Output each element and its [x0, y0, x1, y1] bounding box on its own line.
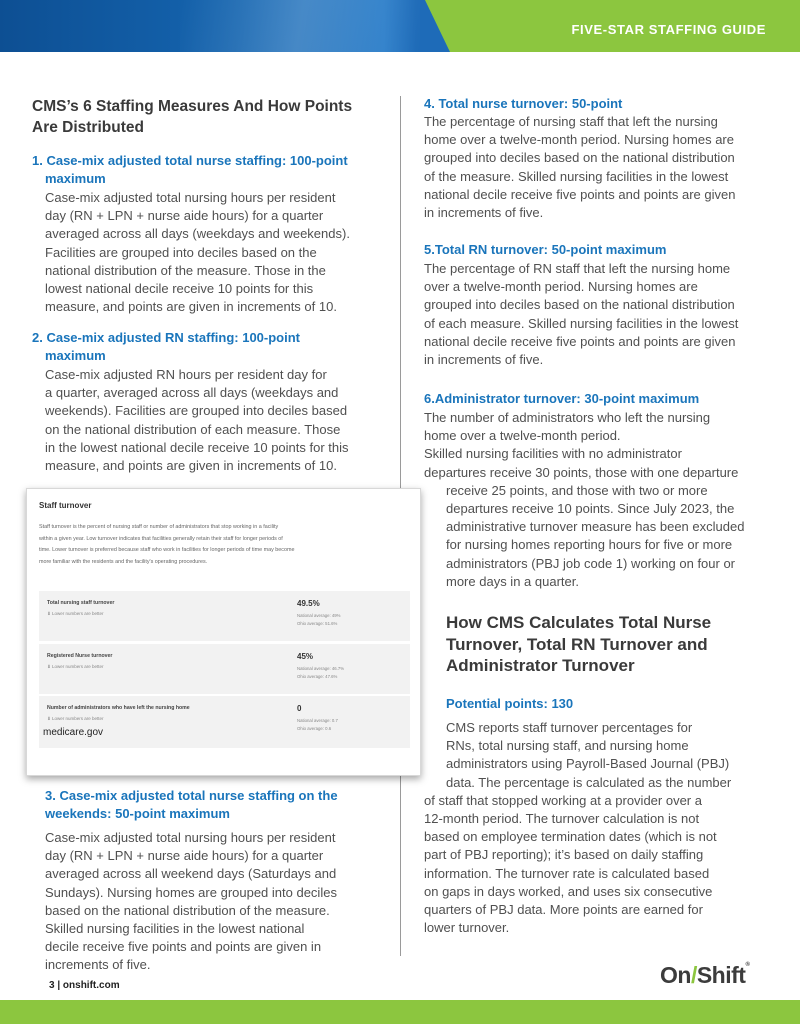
body-line: Facilities are grouped into deciles based on the — [45, 244, 317, 260]
body-line: grouped into deciles based on the national distribution — [424, 297, 735, 313]
potential-points: Potential points: 130 — [446, 696, 574, 711]
measure-2-title — [32, 329, 392, 365]
body-line: administrative turnover measure has been excluded — [446, 519, 745, 535]
row-label: Total nursing staff turnover — [47, 600, 115, 606]
body-line: measure, and points are given in increments of 10. — [45, 299, 337, 315]
measure-2-title-line: 2. Case-mix adjusted RN staffing: 100-point — [32, 330, 300, 345]
body-line: in increments of five. — [424, 205, 544, 221]
body-line: 12-month period. The turnover calculation is not — [424, 811, 700, 827]
screenshot-title: Staff turnover — [39, 501, 92, 510]
body-line: in the lowest national decile receive 10 points for this — [45, 439, 349, 455]
heading-line: How CMS Calculates Total Nurse — [446, 613, 712, 632]
row-national-average: National average: 0.7 — [297, 718, 338, 723]
logo-text: On — [660, 962, 691, 988]
body-line: Case-mix adjusted total nursing hours per resident — [45, 190, 336, 205]
body-line: departures receive 10 points. Since July 2023, the — [446, 501, 735, 517]
turnover-row-rn — [39, 644, 410, 694]
body-line: Case-mix adjusted total nursing hours per resident — [45, 830, 336, 845]
body-line: on the national distribution of each measure. Those — [45, 421, 341, 437]
row-hint: ⬇ Lower numbers are better — [47, 664, 104, 669]
body-line: for nursing homes reporting hours for five or more — [446, 537, 733, 553]
measure-3-title — [45, 787, 390, 823]
section-heading-line: CMS’s 6 Staffing Measures And How Points — [32, 98, 353, 115]
body-line: CMS reports staff turnover percentages for — [446, 720, 693, 735]
turnover-calc-heading — [446, 612, 786, 677]
row-state-average: Ohio average: 47.6% — [297, 674, 338, 679]
header-shine — [180, 0, 420, 52]
body-line: a quarter, averaged across all days (weekdays and — [45, 385, 339, 401]
body-line: national decile receive five points and points are given — [424, 333, 736, 349]
body-line: averaged across all days (weekdays and weekends). — [45, 226, 350, 242]
row-hint: ⬇ Lower numbers are better — [47, 716, 104, 721]
body-line: The number of administrators who left the nursing — [424, 410, 711, 425]
body-line: departures receive 30 points, those with one departure — [424, 464, 739, 480]
row-value: 0 — [297, 704, 302, 713]
screenshot-description — [39, 522, 409, 568]
body-line: of staff that stopped working at a provider over a — [424, 792, 702, 808]
row-value: 45% — [297, 652, 314, 661]
measure-6-title: 6.Administrator turnover: 30-point maximum — [424, 391, 700, 406]
bottom-green-bar — [0, 1000, 800, 1024]
logo-trademark: ® — [745, 962, 750, 968]
logo-text: Shift — [696, 962, 746, 988]
row-hint: ⬇ Lower numbers are better — [47, 611, 104, 616]
body-line: based on employee termination dates (which is not — [424, 829, 717, 845]
measure-6-body — [424, 409, 784, 591]
measure-1-body — [45, 189, 390, 316]
body-line: quarters of PBJ data. More points are earned for — [424, 902, 703, 918]
turnover-row-admin — [39, 696, 410, 748]
turnover-row-nursing — [39, 591, 410, 641]
screenshot-source: medicare.gov — [43, 727, 104, 738]
measure-1-title-line: maximum — [45, 171, 106, 187]
measure-1-title-line: 1. Case-mix adjusted total nurse staffing: 100-point — [32, 153, 348, 168]
body-line: day (RN + LPN + nurse aide hours) for a quarter — [45, 208, 324, 224]
body-line: national distribution of the measure. Those in the — [45, 262, 326, 278]
body-line: of the measure. Skilled nursing facilities in the lowest — [424, 168, 729, 184]
body-line: Skilled nursing facilities with no administrator — [424, 446, 682, 462]
body-line: weekends). Facilities are grouped into deciles based — [45, 403, 348, 419]
screenshot-desc-line: within a given year. Low turnover indicates that facilities generally retain their staff for longer periods of — [39, 535, 283, 542]
row-state-average: Ohio average: 0.6 — [297, 726, 332, 731]
body-line: Sundays). Nursing homes are grouped into deciles — [45, 884, 337, 900]
body-line: data. The percentage is calculated as the number — [446, 774, 732, 790]
body-line: on gaps in days worked, and uses six consecutive — [424, 883, 713, 899]
body-line: averaged across all weekend days (Saturdays and — [45, 866, 337, 882]
turnover-calc-body — [424, 719, 786, 937]
body-line: The percentage of nursing staff that left the nursing — [424, 114, 718, 129]
body-line: administrators (PBJ job code 1) working on four or — [446, 555, 736, 571]
measure-3-body — [45, 829, 390, 975]
measure-3-title-line: 3. Case-mix adjusted total nurse staffing on the — [45, 788, 338, 803]
body-line: lower turnover. — [424, 920, 510, 936]
row-label: Number of administrators who have left the nursing home — [47, 705, 190, 711]
screenshot-desc-line: more familiar with the residents and the facility's operating procedures. — [39, 558, 208, 565]
staff-turnover-screenshot — [26, 488, 421, 776]
body-line: The percentage of RN staff that left the nursing home — [424, 261, 731, 276]
body-line: day (RN + LPN + nurse aide hours) for a quarter — [45, 848, 324, 864]
screenshot-desc-line: Staff turnover is the percent of nursing staff or number of administrators that stop working in a facility — [39, 524, 279, 530]
measure-2-title-line: maximum — [45, 348, 106, 364]
row-value: 49.5% — [297, 599, 320, 608]
body-line: increments of five. — [45, 957, 151, 973]
body-line: part of PBJ reporting); it’s based on daily staffing — [424, 847, 704, 863]
body-line: in increments of five. — [424, 352, 544, 368]
row-state-average: Ohio average: 51.6% — [297, 621, 338, 626]
heading-line: Administrator Turnover — [446, 656, 635, 675]
body-line: Skilled nursing facilities in the lowest national — [45, 921, 305, 937]
body-line: based on the national distribution of the measure. — [45, 902, 330, 918]
onshift-logo — [660, 962, 749, 989]
body-line: RNs, total nursing staff, and nursing home — [446, 738, 689, 754]
header-title: FIVE-STAR STAFFING GUIDE — [571, 22, 766, 37]
heading-line: Turnover, Total RN Turnover and — [446, 634, 708, 654]
body-line: home over a twelve-month period. Nursing homes are — [424, 132, 734, 148]
body-line: decile receive five points and points are given in — [45, 939, 322, 955]
body-line: receive 25 points, and those with two or more — [446, 482, 708, 498]
body-line: more days in a quarter. — [446, 573, 579, 589]
body-line: measure, and points are given in increments of 10. — [45, 458, 337, 474]
body-line: administrators using Payroll-Based Journal (PBJ) — [446, 756, 730, 772]
page-header — [0, 0, 800, 52]
row-national-average: National average: 49% — [297, 613, 341, 618]
measure-1-title — [32, 152, 392, 188]
measure-4-body — [424, 113, 784, 222]
logo-slash: / — [690, 962, 697, 988]
row-label: Registered Nurse turnover — [47, 653, 113, 659]
section-heading — [32, 96, 392, 138]
body-line: grouped into deciles based on the national distribution — [424, 150, 735, 166]
body-line: national decile receive five points and points are given — [424, 186, 736, 202]
measure-3-title-line: weekends: 50-point maximum — [45, 806, 230, 822]
measure-4-title: 4. Total nurse turnover: 50-point — [424, 96, 623, 111]
section-heading-line: Are Distributed — [32, 119, 144, 136]
body-line: home over a twelve-month period. — [424, 428, 621, 444]
body-line: of each measure. Skilled nursing facilities in the lowest — [424, 315, 739, 331]
body-line: lowest national decile receive 10 points for this — [45, 281, 314, 297]
measure-5-title: 5.Total RN turnover: 50-point maximum — [424, 242, 667, 257]
measure-2-body — [45, 366, 390, 475]
body-line: over a twelve-month period. Nursing homes are — [424, 279, 698, 295]
body-line: information. The turnover rate is calculated based — [424, 865, 710, 881]
row-national-average: National average: 46.7% — [297, 666, 345, 671]
body-line: Case-mix adjusted RN hours per resident day for — [45, 367, 327, 382]
measure-5-body — [424, 260, 784, 369]
screenshot-desc-line: time. Lower turnover is preferred because staff who work in facilities for longer periods of time may become — [39, 547, 295, 553]
page-footer: 3 | onshift.com — [49, 980, 120, 991]
